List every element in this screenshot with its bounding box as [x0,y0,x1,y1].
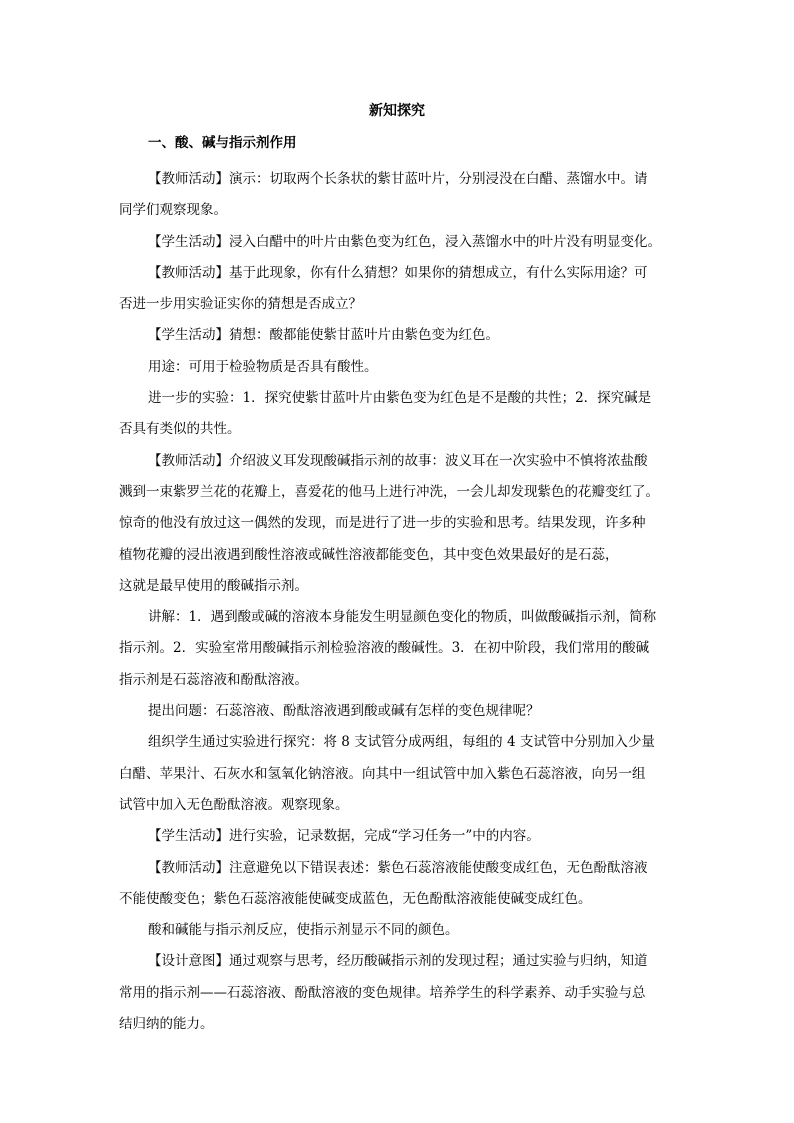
document-body [119,164,679,1040]
paragraph-line: 白醋、苹果汁、石灰水和氢氧化钠溶液。向其中一组试管中加入紫色石蕊溶液，向另一组 [119,765,646,782]
paragraph [119,383,679,446]
paragraph-line: 指示剂。2．实验室常用酸碱指示剂检验溶液的酸碱性。3．在初中阶段，我们常用的酸碱 [119,640,650,657]
paragraph-line: 不能使酸变色；紫色石蕊溶液能使碱变成蓝色，无色酚酞溶液能使碱变成红色。 [119,890,592,907]
paragraph-line: 植物花瓣的浸出液遇到酸性溶液或碱性溶液都能变色，其中变色效果最好的是石蕊， [119,546,619,563]
paragraph-line: 提出问题：石蕊溶液、酚酞溶液遇到酸或碱有怎样的变色规律呢？ [148,703,540,720]
paragraph-line: 进一步的实验：1．探究使紫甘蓝叶片由紫色变为红色是不是酸的共性；2．探究碱是 [148,390,652,407]
paragraph [119,446,679,602]
paragraph [119,727,679,821]
paragraph-line: 试管中加入无色酚酞溶液。观察现象。 [119,796,349,813]
paragraph-line: 惊奇的他没有放过这一偶然的发现，而是进行了进一步的实验和思考。结果发现，许多种 [119,515,646,532]
paragraph-line: 否具有类似的共性。 [119,421,241,438]
page-title: 新知探究 [369,103,425,119]
paragraph-line: 用途：可用于检验物质是否具有酸性。 [148,358,378,375]
paragraph-line: 组织学生通过实验进行探究：将 8 支试管分成两组，每组的 4 支试管中分别加入少量 [148,734,655,751]
paragraph-line: 【教师活动】介绍波义耳发现酸碱指示剂的故事：波义耳在一次实验中不慎将浓盐酸 [148,452,648,469]
paragraph-line: 【教师活动】演示：切取两个长条状的紫甘蓝叶片，分别浸没在白醋、蒸馏水中。请 [148,171,648,187]
paragraph [119,915,679,946]
paragraph-line: 【学生活动】浸入白醋中的叶片由紫色变为红色，浸入蒸馏水中的叶片没有明显变化。 [148,233,661,250]
paragraph-line: 溅到一束紫罗兰花的花瓣上，喜爱花的他马上进行冲洗，一会儿却发现紫色的花瓣变红了。 [119,483,659,500]
paragraph-line: 酸和碱能与指示剂反应，使指示剂显示不同的颜色。 [148,922,459,939]
paragraph [119,602,679,696]
paragraph [119,320,679,351]
paragraph-line: 【学生活动】进行实验，记录数据，完成“学习任务一”中的内容。 [148,828,540,845]
paragraph-line: 常用的指示剂——石蕊溶液、酚酞溶液的变色规律。培养学生的科学素养、动手实验与总 [119,984,646,1001]
paragraph [119,696,679,727]
paragraph [119,821,679,852]
paragraph-line: 否进一步用实验证实你的猜想是否成立？ [119,296,362,313]
section-heading: 一、酸、碱与指示剂作用 [148,135,297,151]
paragraph-line: 【教师活动】注意避免以下错误表述：紫色石蕊溶液能使酸变成红色，无色酚酞溶液 [148,859,648,876]
paragraph [119,853,679,916]
paragraph-line: 这就是最早使用的酸碱指示剂。 [119,577,308,594]
paragraph-line: 指示剂是石蕊溶液和酚酞溶液。 [119,671,308,688]
paragraph [119,258,679,321]
paragraph [119,227,679,258]
paragraph-line: 【设计意图】通过观察与思考，经历酸碱指示剂的发现过程；通过实验与归纳，知道 [148,953,648,970]
paragraph-line: 同学们观察现象。 [119,202,227,219]
paragraph [119,352,679,383]
paragraph-line: 【学生活动】猜想：酸都能使紫甘蓝叶片由紫色变为红色。 [148,327,499,344]
paragraph [119,946,679,1040]
paragraph-line: 【教师活动】基于此现象，你有什么猜想？如果你的猜想成立，有什么实际用途？可 [148,264,648,281]
paragraph-line: 讲解：1．遇到酸或碱的溶液本身能发生明显颜色变化的物质，叫做酸碱指示剂，简称 [148,609,657,626]
paragraph [119,164,679,227]
paragraph-line: 结归纳的能力。 [119,1016,214,1033]
